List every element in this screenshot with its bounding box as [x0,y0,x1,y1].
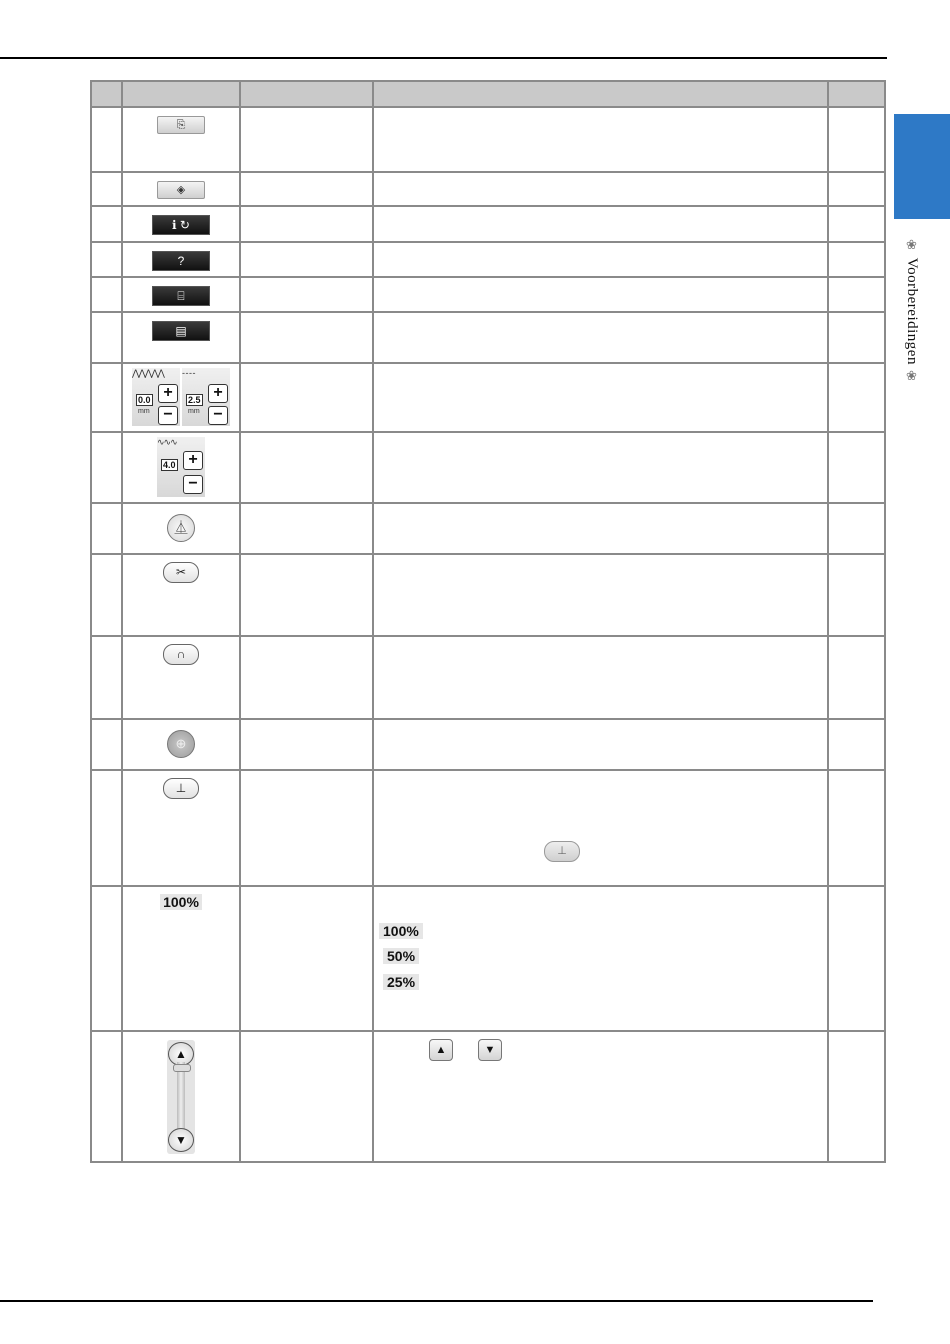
table-row [91,503,885,554]
manual-screen-icon[interactable]: ⎘ [157,116,205,134]
section-title [903,238,931,428]
width-value: 0.0 [138,395,151,405]
ornament-icon: ❀ [905,238,920,254]
scroll-bar-icon[interactable] [167,1040,195,1154]
table-row [91,770,885,886]
zoom-option-50: 50% [383,948,419,964]
sewing-machine-icon[interactable]: ⌸ [152,286,210,306]
tension-adjust-icon: ∿∿∿ 4.0 + − [157,437,205,497]
help-icon[interactable]: ? [152,251,210,271]
header-cell [91,81,122,107]
function-table [90,80,886,1163]
table-row [91,1031,885,1162]
scissors-icon[interactable]: ✂ [163,562,199,583]
width-minus-button[interactable]: − [158,406,178,425]
chapter-tab [894,114,950,219]
pattern-info-icon[interactable]: ℹ ↻ [152,215,210,235]
length-plus-button[interactable]: + [208,384,228,403]
header-cell [122,81,240,107]
table-row [91,554,885,636]
width-plus-button[interactable]: + [158,384,178,403]
down-arrow-inline-icon: ▼ [478,1039,502,1061]
header-row [91,81,885,107]
header-cell [373,81,828,107]
section-title-text: Voorbereidingen [904,257,920,365]
reverse-stitch-icon[interactable]: ∩ [163,644,199,665]
table-row [91,206,885,242]
table-row [91,432,885,503]
needle-position-icon[interactable]: ⊥ [163,778,199,799]
zoom-option-25: 25% [383,974,419,990]
tension-value: 4.0 [163,460,176,470]
unit-label: mm [138,408,150,415]
tension-plus-button[interactable]: + [183,451,203,470]
table-row [91,312,885,363]
header-cell [240,81,373,107]
header-cell [828,81,885,107]
width-adjust-icon: ⋀⋀⋀⋀⋀ 0.0 mm + − [132,368,180,426]
ornament-icon: ❀ [905,369,920,385]
bottom-rule [0,1300,873,1302]
up-arrow-inline-icon: ▲ [429,1039,453,1061]
scroll-up-button[interactable]: ▲ [168,1042,194,1066]
table-row [91,277,885,312]
needle-position-inline-icon: ⊥ [544,841,580,862]
table-row [91,363,885,432]
table-row [91,886,885,1031]
document-icon[interactable]: ▤ [152,321,210,341]
presser-foot-icon[interactable]: ⊕ [167,730,195,758]
length-value: 2.5 [188,395,201,405]
tension-minus-button[interactable]: − [183,475,203,494]
unit-label: mm [188,408,200,415]
length-adjust-icon: - - - - 2.5 mm + − [182,368,230,426]
scroll-thumb[interactable] [173,1064,191,1072]
table-row [91,242,885,277]
scroll-down-button[interactable]: ▼ [168,1128,194,1152]
top-rule [0,57,887,59]
zoom-option-100: 100% [379,923,423,939]
eraser-icon[interactable]: ◈ [157,181,205,199]
table-row [91,172,885,206]
length-minus-button[interactable]: − [208,406,228,425]
table-row [91,636,885,719]
table-row [91,107,885,172]
mirror-icon[interactable]: ⏅ [167,514,195,542]
table-row [91,719,885,770]
zoom-percent-button[interactable]: 100% [160,894,202,910]
